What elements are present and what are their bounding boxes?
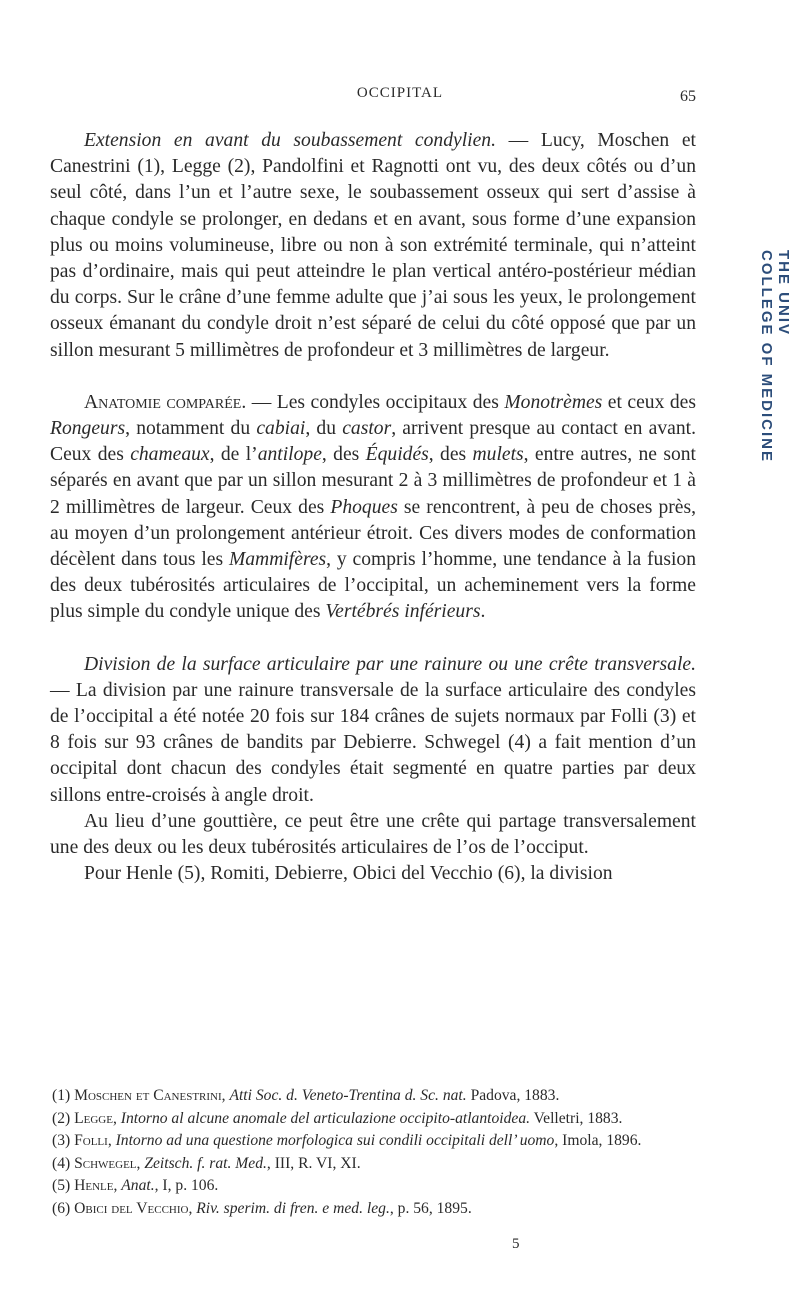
running-head: OCCIPITAL	[356, 85, 444, 101]
section-heading-comparative-anatomy: Anatomie comparée.	[84, 391, 247, 413]
paragraph-text: et ceux des	[602, 391, 696, 413]
footnote-author: Schwegel	[74, 1154, 137, 1172]
footnote-number: (6)	[52, 1199, 75, 1217]
footnote-5	[52, 1175, 696, 1198]
taxon-name: Mammifères	[228, 549, 327, 571]
paragraph-condylar-extension	[50, 128, 696, 364]
footnote-separator: ,	[112, 1109, 121, 1127]
footnote-6	[52, 1198, 696, 1221]
taxon-name: antilope	[257, 444, 322, 466]
paragraph-text: , de l’	[209, 444, 258, 466]
footnote-author: Moschen et Canestrini	[74, 1087, 222, 1104]
paragraph-henle: Pour Henle (5), Romiti, Debierre, Obici del Vecchio (6), la division	[84, 863, 613, 885]
taxon-name: Vertébrés inférieurs	[325, 601, 481, 623]
footnote-separator: ,	[188, 1199, 197, 1217]
footnote-number: (1)	[52, 1087, 75, 1104]
footnote-author: Legge	[74, 1109, 113, 1127]
footnote-separator: ,	[113, 1177, 122, 1194]
footnote-1	[52, 1085, 696, 1108]
paragraph-text: .	[480, 601, 486, 623]
page-header	[0, 85, 800, 109]
footnote-details: , III, R. VI, XI.	[266, 1154, 361, 1172]
footnote-separator: ,	[107, 1132, 116, 1149]
footnote-number: (4)	[52, 1154, 75, 1172]
paragraph-text: , entre autres, ne sont séparés en avant que par un sillon mesurant 2 à 3 millimètres de profondeur et 1 à 2 millimètres de largeur. Ceux des	[50, 444, 696, 518]
footnotes	[52, 1085, 696, 1220]
taxon-name: chameaux	[130, 444, 210, 466]
paragraph-text: , du	[305, 418, 343, 440]
paragraph-text: , des	[321, 444, 366, 466]
paragraph-crest: Au lieu d’une gouttière, ce peut être une crête qui partage transversalement une des deux ou les deux tubérosités articulaires de l’os de l’occiput.	[50, 810, 696, 859]
stamp-text-college: COLLEGE OF MEDICINE	[758, 250, 775, 464]
footnote-details: , p. 56, 1895.	[389, 1199, 472, 1217]
footnote-title: Riv. sperim. di fren. e med. leg.	[196, 1199, 390, 1217]
paragraph-division-articular-surface	[50, 652, 696, 809]
paragraph-text: — Les condyles occipitaux des	[246, 391, 505, 413]
signature-mark: 5	[512, 1236, 520, 1252]
paragraph-text: — La division par une rainure transversale de la surface articulaire des condyles de l’occipital a été notée 20 fois sur 184 crânes de sujets normaux par Folli (3) et 8 fois sur 93 crânes de bandits par Debierre. Schwegel (4) a fait mention d’un occipital dont chacun des condyles était segmenté en quatre parties par deux sillons entre-croisés à angle droit.	[50, 679, 696, 806]
taxon-name: Phoques	[330, 496, 398, 518]
footnote-separator: ,	[221, 1087, 230, 1104]
footnote-title: Zeitsch. f. rat. Med.	[144, 1154, 267, 1172]
footnote-author: Obici del Vecchio	[74, 1199, 189, 1217]
section-heading-division: Division de la surface articulaire par une rainure ou une crête transversale.	[84, 653, 696, 675]
footnote-title: Intorno al alcune anomale del articulazione occipito-atlantoidea.	[120, 1109, 531, 1127]
taxon-name: Monotrèmes	[504, 391, 603, 413]
section-heading-extension: Extension en avant du soubassement condylien.	[84, 130, 496, 151]
footnote-author: Henle	[74, 1177, 114, 1194]
footnote-number: (3)	[52, 1132, 75, 1149]
taxon-name: castor	[342, 418, 392, 440]
footnote-author: Folli	[74, 1132, 108, 1149]
paragraph-text: , notamment du	[125, 418, 257, 440]
footnote-title: Intorno ad una questione morfologica sui condili occipitali dell’ uomo	[115, 1132, 555, 1149]
footnote-details: Padova, 1883.	[470, 1087, 560, 1104]
paragraph-comparative-anatomy	[50, 390, 696, 626]
footnote-details: Velletri, 1883.	[530, 1109, 623, 1127]
footnote-2	[52, 1108, 696, 1131]
footnote-title: Atti Soc. d. Veneto-Trentina d. Sc. nat.	[229, 1087, 467, 1104]
paragraph-text: , arrivent presque au contact en avant. Ceux des	[50, 418, 697, 466]
paragraph-text: , y compris l’homme, une tendance à la fusion des deux tubérosités articulaires de l’occipital, un acheminement vers la forme plus simple du condyle unique des	[50, 549, 696, 623]
paragraph-text: — Lucy, Moschen et Canestrini (1), Legge (2), Pandolfini et Ragnotti ont vu, des deux côtés ou d’un seul côté, dans l’un et l’autre sexe, le soubassement osseux qui sert d’assise à chaque condyle se prolonger, en dedans et en avant, sous forme d’une expansion plus ou moins volumineuse, libre ou non à son extrémité terminale, qui n’atteint pas d’ordinaire, mais qui peut atteindre le plan vertical antéro-postérieur médian du corps. Sur le crâne d’une femme adulte que j’ai sous les yeux, le prolongement osseux émanant du condyle droit n’est séparé de celui du côté opposé que par un sillon mesurant 5 millimètres de profondeur et 3 millimètres de largeur.	[50, 130, 696, 361]
library-stamp	[758, 250, 792, 490]
footnote-details: , I, p. 106.	[154, 1177, 219, 1194]
taxon-name: mulets	[472, 444, 524, 466]
stamp-text-university: THE UNIV	[775, 250, 792, 337]
footnote-separator: ,	[136, 1154, 145, 1172]
page-number: 65	[680, 88, 696, 105]
footnote-title: Anat.	[121, 1177, 155, 1194]
body-text	[50, 128, 696, 887]
footnote-number: (5)	[52, 1177, 75, 1194]
taxon-name: Équidés	[365, 444, 429, 466]
footnote-details: , Imola, 1896.	[554, 1132, 642, 1149]
footnote-4	[52, 1153, 696, 1176]
footnote-number: (2)	[52, 1109, 75, 1127]
taxon-name: cabiai	[256, 418, 306, 440]
taxon-name: Rongeurs	[50, 418, 126, 440]
paragraph-text: , des	[428, 444, 473, 466]
paragraph-text: se rencontrent, à peu de choses près, au moyen d’un prolongement antérieur étroit. Ces divers modes de conformation décèlent dans tous les	[50, 496, 696, 571]
footnote-3	[52, 1130, 696, 1153]
